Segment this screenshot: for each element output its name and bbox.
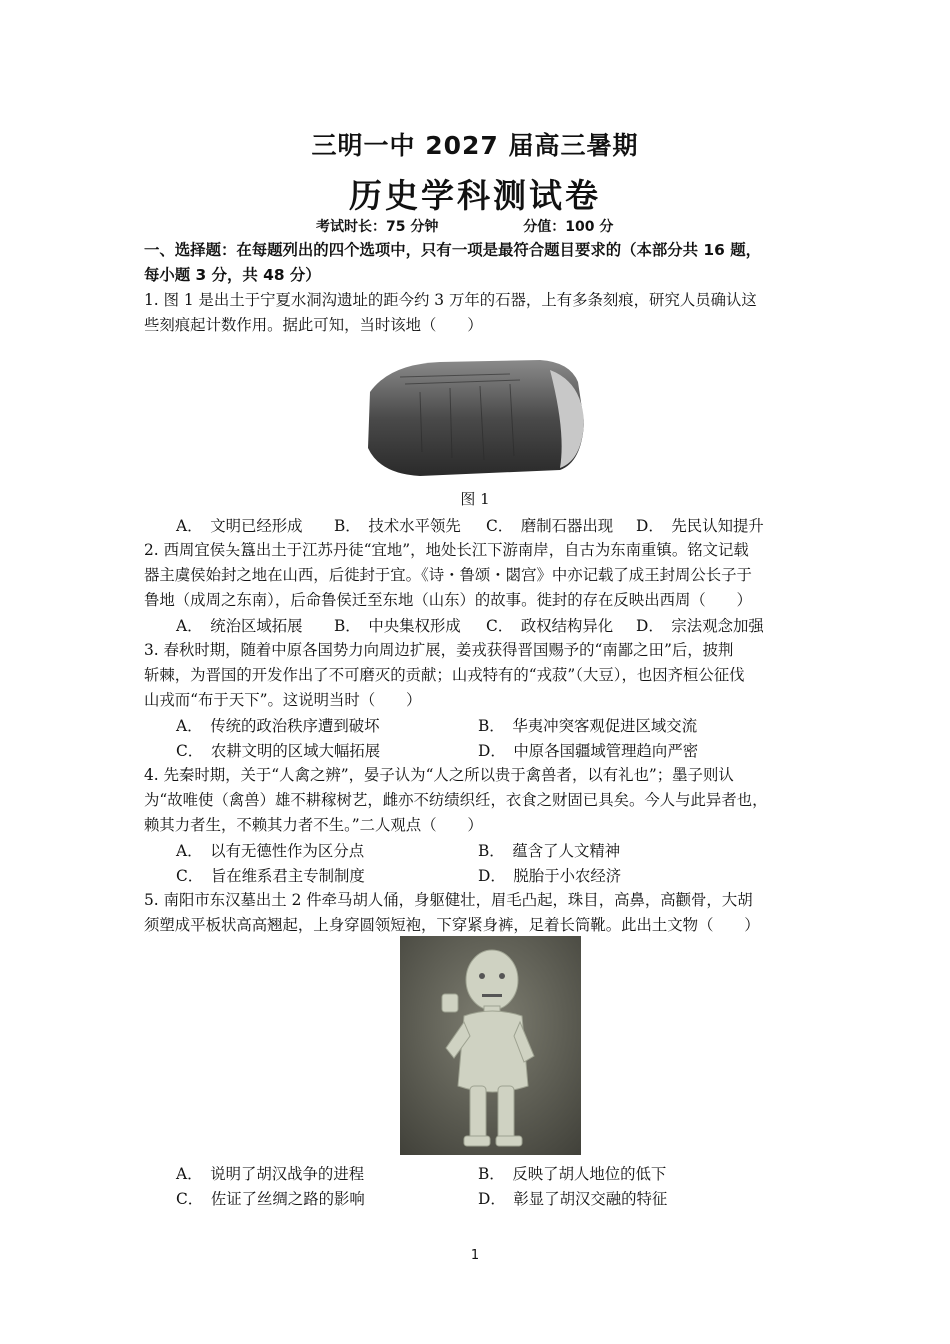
q4-option-d: D． 脱胎于小农经济 xyxy=(478,867,622,885)
figure-1-label: 图 1 xyxy=(460,490,490,508)
q5-stem-line1: 5. 南阳市东汉墓出土 2 件牵马胡人俑，身躯健壮，眉毛凸起，珠目，高鼻，高颧骨，大胡 xyxy=(144,891,753,909)
q4-stem-line2: 为“故唯使（禽兽）雄不耕稼树艺，雌亦不纺绩织纴，衣食之财固已具矣。今人与此异者也， xyxy=(144,791,768,809)
q3-stem-line2: 斩棘，为晋国的开发作出了不可磨灭的贡献；山戎特有的“戎菽”（大豆），也因齐桓公征伐 xyxy=(144,666,745,684)
q5-stem-line2: 须塑成平板状高高翘起，上身穿圆领短袍，下穿紧身裤，足着长筒靴。此出土文物（ ） xyxy=(144,916,760,934)
q1-option-c: C． 磨制石器出现 xyxy=(486,517,614,535)
q1-stem-line1: 1. 图 1 是出土于宁夏水洞沟遗址的距今约 3 万年的石器，上有多条刻痕，研究人员确认这 xyxy=(144,291,757,309)
q3-stem-line1: 3. 春秋时期，随着中原各国势力向周边扩展，姜戎获得晋国赐予的“南鄙之田”后，披荆 xyxy=(144,641,734,659)
q2-option-b: B． 中央集权形成 xyxy=(334,617,461,635)
stone-tool-image xyxy=(360,352,592,482)
q2-option-d: D． 宗法观念加强 xyxy=(636,617,764,635)
q2-stem-line3: 鲁地（成周之东南），后命鲁侯迁至东地（山东）的故事。徙封的存在反映出西周（ ） xyxy=(144,591,752,609)
exam-score: 分值：100 分 xyxy=(523,219,614,235)
q4-option-a: A． 以有无德性作为区分点 xyxy=(176,842,365,860)
q1-option-a: A． 文明已经形成 xyxy=(176,517,303,535)
exam-title-line2: 历史学科测试卷 xyxy=(349,176,601,215)
q1-stem-line2: 些刻痕起计数作用。据此可知，当时该地（ ） xyxy=(144,316,483,334)
q3-option-d: D． 中原各国疆域管理趋向严密 xyxy=(478,742,699,760)
q2-option-c: C． 政权结构异化 xyxy=(486,617,614,635)
q2-stem-line2: 器主虞侯始封之地在山西，后徙封于宜。《诗・鲁颂・閟宫》中亦记载了成王封周公长子于 xyxy=(144,566,752,584)
section-heading-line1: 一、选择题：在每题列出的四个选项中，只有一项是最符合题目要求的（本部分共 16 题， xyxy=(144,241,761,259)
q3-option-c: C． 农耕文明的区域大幅拓展 xyxy=(176,742,381,760)
q1-option-d: D． 先民认知提升 xyxy=(636,517,764,535)
q5-option-a: A． 说明了胡汉战争的进程 xyxy=(176,1165,365,1183)
page-number: 1 xyxy=(470,1248,480,1263)
q4-option-c: C． 旨在维系君主专制制度 xyxy=(176,867,365,885)
q4-stem-line1: 4. 先秦时期，关于“人禽之辨”，晏子认为“人之所以贵于禽兽者，以有礼也”；墨子则认 xyxy=(144,766,734,784)
q5-option-b: B． 反映了胡人地位的低下 xyxy=(478,1165,667,1183)
pottery-figurine-image xyxy=(400,936,581,1155)
q5-option-c: C． 佐证了丝绸之路的影响 xyxy=(176,1190,365,1208)
section-heading-line2: 每小题 3 分，共 48 分） xyxy=(144,266,321,284)
q5-option-d: D． 彰显了胡汉交融的特征 xyxy=(478,1190,668,1208)
exam-meta xyxy=(316,216,613,236)
q3-option-b: B． 华夷冲突客观促进区域交流 xyxy=(478,717,698,735)
q1-option-b: B． 技术水平领先 xyxy=(334,517,461,535)
q4-option-b: B． 蕴含了人文精神 xyxy=(478,842,621,860)
q2-option-a: A． 统治区域拓展 xyxy=(176,617,303,635)
exam-title-line1: 三明一中 2027 届高三暑期 xyxy=(311,131,639,160)
exam-duration: 考试时长：75 分钟 xyxy=(316,219,439,235)
q4-stem-line3: 赖其力者生，不赖其力者不生。”二人观点（ ） xyxy=(144,816,483,834)
q2-stem-line1: 2. 西周宜侯夨簋出土于江苏丹徒“宜地”，地处长江下游南岸，自古为东南重镇。铭文记载 xyxy=(144,541,749,559)
q3-stem-line3: 山戎而“布于天下”。这说明当时（ ） xyxy=(144,691,422,709)
q3-option-a: A． 传统的政治秩序遭到破坏 xyxy=(176,717,380,735)
